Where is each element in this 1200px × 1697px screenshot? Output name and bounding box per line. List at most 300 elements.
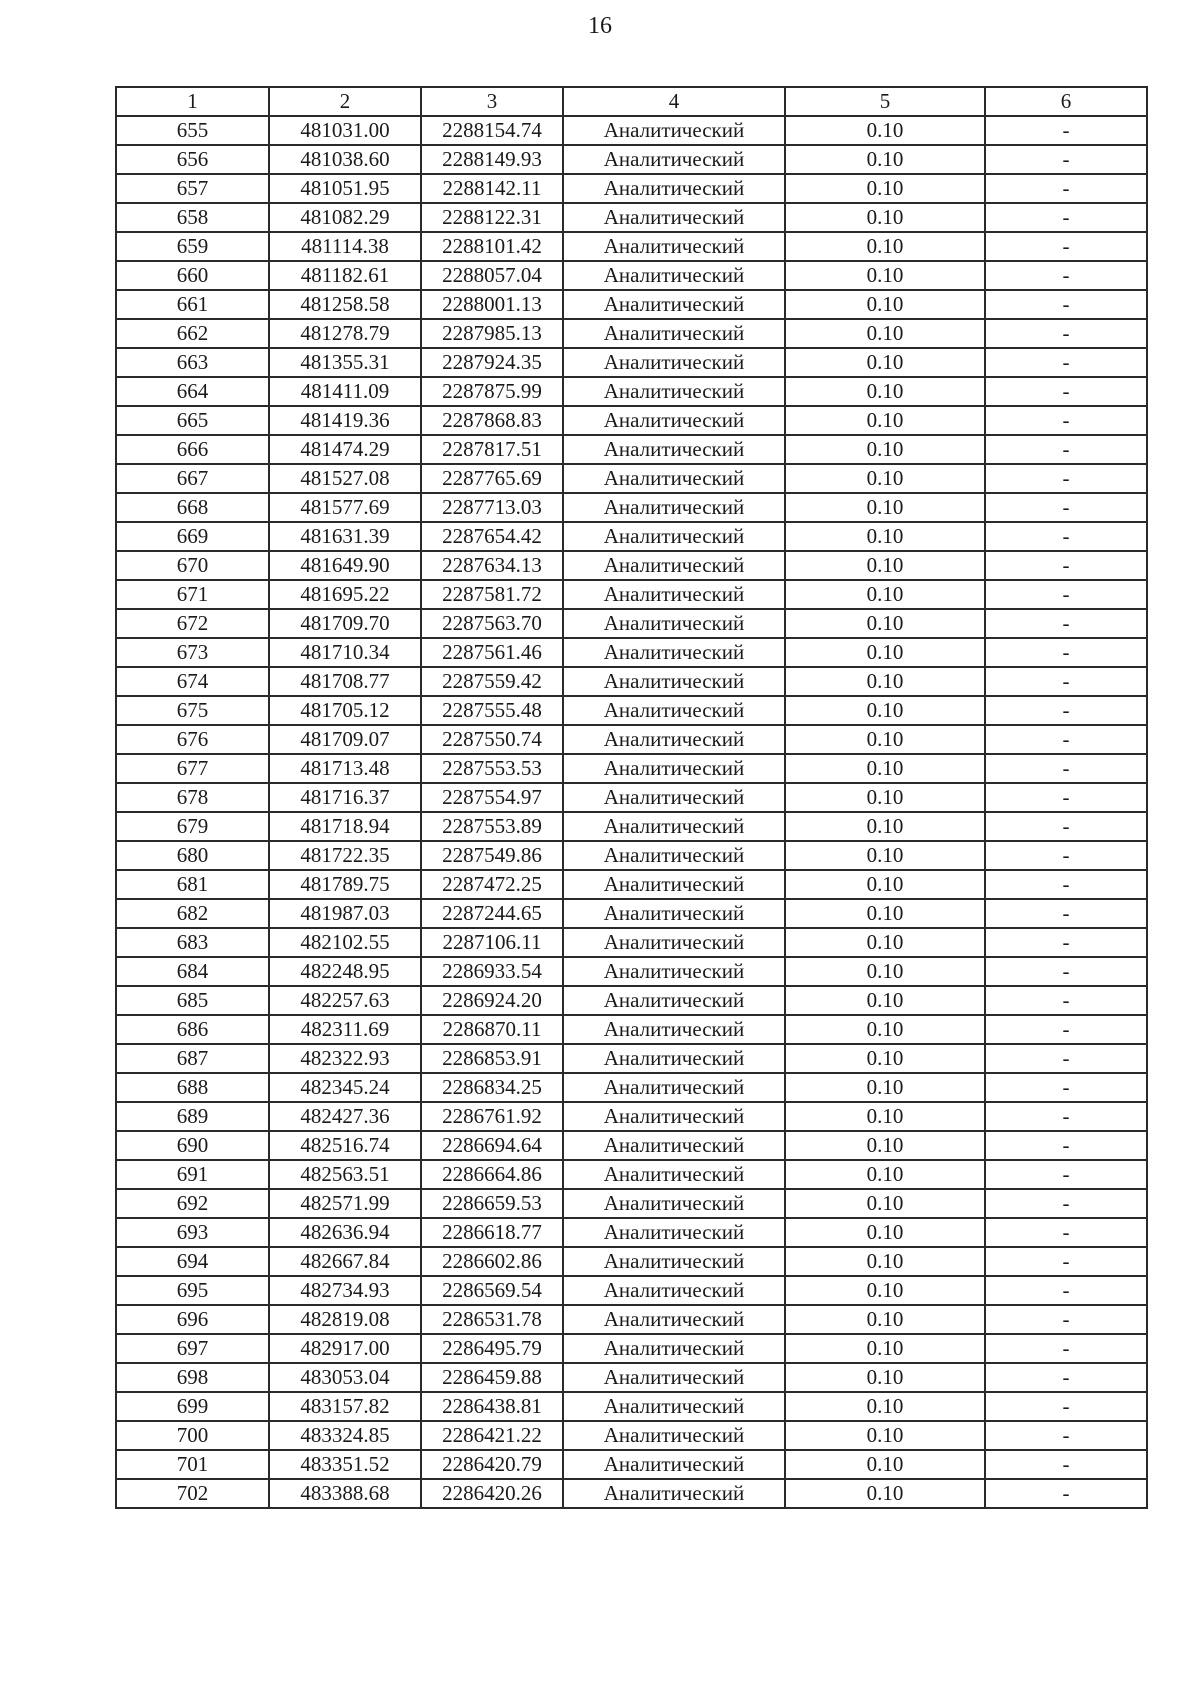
x-coordinate-cell: 483053.04 — [269, 1363, 421, 1392]
x-coordinate-cell: 481708.77 — [269, 667, 421, 696]
x-coordinate-cell: 481709.07 — [269, 725, 421, 754]
point-number-cell: 677 — [116, 754, 269, 783]
x-coordinate-cell: 481411.09 — [269, 377, 421, 406]
table-row — [116, 841, 1147, 870]
point-number-cell: 659 — [116, 232, 269, 261]
note-cell: - — [985, 1247, 1147, 1276]
point-number-cell: 679 — [116, 812, 269, 841]
point-number-cell: 686 — [116, 1015, 269, 1044]
table-row — [116, 638, 1147, 667]
point-number-cell: 666 — [116, 435, 269, 464]
table-row — [116, 1044, 1147, 1073]
point-number-cell: 687 — [116, 1044, 269, 1073]
method-cell: Аналитический — [563, 145, 785, 174]
y-coordinate-cell: 2288101.42 — [421, 232, 563, 261]
x-coordinate-cell: 481031.00 — [269, 116, 421, 145]
method-cell: Аналитический — [563, 928, 785, 957]
method-cell: Аналитический — [563, 1421, 785, 1450]
method-cell: Аналитический — [563, 1131, 785, 1160]
accuracy-cell: 0.10 — [785, 1015, 985, 1044]
point-number-cell: 692 — [116, 1189, 269, 1218]
point-number-cell: 693 — [116, 1218, 269, 1247]
method-cell: Аналитический — [563, 1305, 785, 1334]
accuracy-cell: 0.10 — [785, 1189, 985, 1218]
point-number-cell: 698 — [116, 1363, 269, 1392]
point-number-cell: 670 — [116, 551, 269, 580]
table-row — [116, 1218, 1147, 1247]
accuracy-cell: 0.10 — [785, 928, 985, 957]
table-row — [116, 899, 1147, 928]
column-header-1: 1 — [116, 87, 269, 116]
accuracy-cell: 0.10 — [785, 145, 985, 174]
point-number-cell: 669 — [116, 522, 269, 551]
y-coordinate-cell: 2288142.11 — [421, 174, 563, 203]
y-coordinate-cell: 2286531.78 — [421, 1305, 563, 1334]
table-row — [116, 203, 1147, 232]
coordinates-table — [115, 86, 1148, 1509]
point-number-cell: 701 — [116, 1450, 269, 1479]
table-row — [116, 783, 1147, 812]
x-coordinate-cell: 482667.84 — [269, 1247, 421, 1276]
note-cell: - — [985, 1131, 1147, 1160]
method-cell: Аналитический — [563, 116, 785, 145]
point-number-cell: 667 — [116, 464, 269, 493]
x-coordinate-cell: 481082.29 — [269, 203, 421, 232]
table-row — [116, 522, 1147, 551]
method-cell: Аналитический — [563, 1334, 785, 1363]
point-number-cell: 684 — [116, 957, 269, 986]
table-row — [116, 580, 1147, 609]
point-number-cell: 685 — [116, 986, 269, 1015]
note-cell: - — [985, 986, 1147, 1015]
x-coordinate-cell: 481038.60 — [269, 145, 421, 174]
x-coordinate-cell: 482571.99 — [269, 1189, 421, 1218]
point-number-cell: 682 — [116, 899, 269, 928]
point-number-cell: 655 — [116, 116, 269, 145]
note-cell: - — [985, 841, 1147, 870]
point-number-cell: 658 — [116, 203, 269, 232]
y-coordinate-cell: 2287555.48 — [421, 696, 563, 725]
point-number-cell: 690 — [116, 1131, 269, 1160]
accuracy-cell: 0.10 — [785, 406, 985, 435]
accuracy-cell: 0.10 — [785, 1102, 985, 1131]
x-coordinate-cell: 481278.79 — [269, 319, 421, 348]
point-number-cell: 674 — [116, 667, 269, 696]
note-cell: - — [985, 725, 1147, 754]
accuracy-cell: 0.10 — [785, 1421, 985, 1450]
point-number-cell: 680 — [116, 841, 269, 870]
accuracy-cell: 0.10 — [785, 667, 985, 696]
method-cell: Аналитический — [563, 754, 785, 783]
accuracy-cell: 0.10 — [785, 725, 985, 754]
y-coordinate-cell: 2288149.93 — [421, 145, 563, 174]
accuracy-cell: 0.10 — [785, 1131, 985, 1160]
y-coordinate-cell: 2286618.77 — [421, 1218, 563, 1247]
point-number-cell: 668 — [116, 493, 269, 522]
accuracy-cell: 0.10 — [785, 203, 985, 232]
accuracy-cell: 0.10 — [785, 1073, 985, 1102]
y-coordinate-cell: 2288001.13 — [421, 290, 563, 319]
x-coordinate-cell: 482636.94 — [269, 1218, 421, 1247]
method-cell: Аналитический — [563, 1247, 785, 1276]
table-row — [116, 551, 1147, 580]
accuracy-cell: 0.10 — [785, 899, 985, 928]
method-cell: Аналитический — [563, 609, 785, 638]
method-cell: Аналитический — [563, 1218, 785, 1247]
x-coordinate-cell: 481716.37 — [269, 783, 421, 812]
x-coordinate-cell: 483388.68 — [269, 1479, 421, 1508]
x-coordinate-cell: 481705.12 — [269, 696, 421, 725]
y-coordinate-cell: 2287581.72 — [421, 580, 563, 609]
note-cell: - — [985, 1189, 1147, 1218]
y-coordinate-cell: 2287561.46 — [421, 638, 563, 667]
accuracy-cell: 0.10 — [785, 812, 985, 841]
method-cell: Аналитический — [563, 986, 785, 1015]
method-cell: Аналитический — [563, 1044, 785, 1073]
method-cell: Аналитический — [563, 667, 785, 696]
table-row — [116, 1363, 1147, 1392]
point-number-cell: 697 — [116, 1334, 269, 1363]
x-coordinate-cell: 481114.38 — [269, 232, 421, 261]
y-coordinate-cell: 2286495.79 — [421, 1334, 563, 1363]
y-coordinate-cell: 2288154.74 — [421, 116, 563, 145]
x-coordinate-cell: 481722.35 — [269, 841, 421, 870]
y-coordinate-cell: 2286602.86 — [421, 1247, 563, 1276]
note-cell: - — [985, 899, 1147, 928]
accuracy-cell: 0.10 — [785, 580, 985, 609]
note-cell: - — [985, 1334, 1147, 1363]
note-cell: - — [985, 957, 1147, 986]
note-cell: - — [985, 1102, 1147, 1131]
accuracy-cell: 0.10 — [785, 754, 985, 783]
table-row — [116, 1334, 1147, 1363]
x-coordinate-cell: 482257.63 — [269, 986, 421, 1015]
y-coordinate-cell: 2287244.65 — [421, 899, 563, 928]
accuracy-cell: 0.10 — [785, 551, 985, 580]
y-coordinate-cell: 2286694.64 — [421, 1131, 563, 1160]
x-coordinate-cell: 481789.75 — [269, 870, 421, 899]
method-cell: Аналитический — [563, 319, 785, 348]
method-cell: Аналитический — [563, 899, 785, 928]
y-coordinate-cell: 2286933.54 — [421, 957, 563, 986]
x-coordinate-cell: 481474.29 — [269, 435, 421, 464]
accuracy-cell: 0.10 — [785, 1363, 985, 1392]
table-row — [116, 667, 1147, 696]
x-coordinate-cell: 482563.51 — [269, 1160, 421, 1189]
method-cell: Аналитический — [563, 493, 785, 522]
accuracy-cell: 0.10 — [785, 986, 985, 1015]
point-number-cell: 660 — [116, 261, 269, 290]
x-coordinate-cell: 481710.34 — [269, 638, 421, 667]
method-cell: Аналитический — [563, 464, 785, 493]
method-cell: Аналитический — [563, 812, 785, 841]
note-cell: - — [985, 638, 1147, 667]
method-cell: Аналитический — [563, 870, 785, 899]
note-cell: - — [985, 1363, 1147, 1392]
accuracy-cell: 0.10 — [785, 348, 985, 377]
y-coordinate-cell: 2286853.91 — [421, 1044, 563, 1073]
accuracy-cell: 0.10 — [785, 232, 985, 261]
page-number: 16 — [588, 13, 612, 39]
note-cell: - — [985, 145, 1147, 174]
method-cell: Аналитический — [563, 377, 785, 406]
x-coordinate-cell: 482311.69 — [269, 1015, 421, 1044]
point-number-cell: 702 — [116, 1479, 269, 1508]
table-row — [116, 754, 1147, 783]
method-cell: Аналитический — [563, 406, 785, 435]
accuracy-cell: 0.10 — [785, 870, 985, 899]
accuracy-cell: 0.10 — [785, 1305, 985, 1334]
point-number-cell: 673 — [116, 638, 269, 667]
table-row — [116, 957, 1147, 986]
note-cell: - — [985, 1276, 1147, 1305]
accuracy-cell: 0.10 — [785, 841, 985, 870]
table-row — [116, 145, 1147, 174]
x-coordinate-cell: 481527.08 — [269, 464, 421, 493]
x-coordinate-cell: 481182.61 — [269, 261, 421, 290]
y-coordinate-cell: 2288057.04 — [421, 261, 563, 290]
y-coordinate-cell: 2287765.69 — [421, 464, 563, 493]
method-cell: Аналитический — [563, 232, 785, 261]
table-row — [116, 1276, 1147, 1305]
y-coordinate-cell: 2287817.51 — [421, 435, 563, 464]
note-cell: - — [985, 551, 1147, 580]
x-coordinate-cell: 481709.70 — [269, 609, 421, 638]
table-row — [116, 232, 1147, 261]
accuracy-cell: 0.10 — [785, 1044, 985, 1073]
method-cell: Аналитический — [563, 1073, 785, 1102]
note-cell: - — [985, 609, 1147, 638]
note-cell: - — [985, 290, 1147, 319]
point-number-cell: 675 — [116, 696, 269, 725]
point-number-cell: 700 — [116, 1421, 269, 1450]
note-cell: - — [985, 406, 1147, 435]
table-body — [116, 116, 1147, 1508]
x-coordinate-cell: 481419.36 — [269, 406, 421, 435]
point-number-cell: 662 — [116, 319, 269, 348]
x-coordinate-cell: 481695.22 — [269, 580, 421, 609]
accuracy-cell: 0.10 — [785, 1276, 985, 1305]
x-coordinate-cell: 483351.52 — [269, 1450, 421, 1479]
column-header-4: 4 — [563, 87, 785, 116]
note-cell: - — [985, 1218, 1147, 1247]
accuracy-cell: 0.10 — [785, 1334, 985, 1363]
note-cell: - — [985, 812, 1147, 841]
note-cell: - — [985, 1044, 1147, 1073]
accuracy-cell: 0.10 — [785, 609, 985, 638]
accuracy-cell: 0.10 — [785, 261, 985, 290]
point-number-cell: 663 — [116, 348, 269, 377]
x-coordinate-cell: 482102.55 — [269, 928, 421, 957]
y-coordinate-cell: 2287563.70 — [421, 609, 563, 638]
note-cell: - — [985, 696, 1147, 725]
table-row — [116, 116, 1147, 145]
y-coordinate-cell: 2287875.99 — [421, 377, 563, 406]
method-cell: Аналитический — [563, 1479, 785, 1508]
table-row — [116, 174, 1147, 203]
note-cell: - — [985, 1073, 1147, 1102]
point-number-cell: 672 — [116, 609, 269, 638]
table-row — [116, 1160, 1147, 1189]
y-coordinate-cell: 2286569.54 — [421, 1276, 563, 1305]
accuracy-cell: 0.10 — [785, 1450, 985, 1479]
table-row — [116, 1421, 1147, 1450]
method-cell: Аналитический — [563, 1189, 785, 1218]
table-row — [116, 1102, 1147, 1131]
table-row — [116, 319, 1147, 348]
table-row — [116, 986, 1147, 1015]
x-coordinate-cell: 481713.48 — [269, 754, 421, 783]
table-row — [116, 1247, 1147, 1276]
point-number-cell: 671 — [116, 580, 269, 609]
point-number-cell: 689 — [116, 1102, 269, 1131]
table-row — [116, 1189, 1147, 1218]
y-coordinate-cell: 2286761.92 — [421, 1102, 563, 1131]
note-cell: - — [985, 261, 1147, 290]
table-row — [116, 696, 1147, 725]
y-coordinate-cell: 2286834.25 — [421, 1073, 563, 1102]
note-cell: - — [985, 783, 1147, 812]
note-cell: - — [985, 174, 1147, 203]
column-header-3: 3 — [421, 87, 563, 116]
accuracy-cell: 0.10 — [785, 638, 985, 667]
table-row — [116, 812, 1147, 841]
accuracy-cell: 0.10 — [785, 522, 985, 551]
table-row — [116, 1073, 1147, 1102]
y-coordinate-cell: 2286438.81 — [421, 1392, 563, 1421]
y-coordinate-cell: 2286659.53 — [421, 1189, 563, 1218]
y-coordinate-cell: 2286870.11 — [421, 1015, 563, 1044]
table-row — [116, 1305, 1147, 1334]
x-coordinate-cell: 482427.36 — [269, 1102, 421, 1131]
note-cell: - — [985, 1450, 1147, 1479]
method-cell: Аналитический — [563, 1392, 785, 1421]
point-number-cell: 661 — [116, 290, 269, 319]
x-coordinate-cell: 483157.82 — [269, 1392, 421, 1421]
y-coordinate-cell: 2286420.26 — [421, 1479, 563, 1508]
note-cell: - — [985, 319, 1147, 348]
note-cell: - — [985, 348, 1147, 377]
table-row — [116, 928, 1147, 957]
method-cell: Аналитический — [563, 841, 785, 870]
method-cell: Аналитический — [563, 522, 785, 551]
table-row — [116, 406, 1147, 435]
table-row — [116, 261, 1147, 290]
note-cell: - — [985, 203, 1147, 232]
accuracy-cell: 0.10 — [785, 319, 985, 348]
method-cell: Аналитический — [563, 725, 785, 754]
x-coordinate-cell: 482516.74 — [269, 1131, 421, 1160]
method-cell: Аналитический — [563, 638, 785, 667]
method-cell: Аналитический — [563, 1160, 785, 1189]
accuracy-cell: 0.10 — [785, 957, 985, 986]
method-cell: Аналитический — [563, 1102, 785, 1131]
point-number-cell: 688 — [116, 1073, 269, 1102]
method-cell: Аналитический — [563, 261, 785, 290]
column-header-2: 2 — [269, 87, 421, 116]
point-number-cell: 657 — [116, 174, 269, 203]
y-coordinate-cell: 2287553.89 — [421, 812, 563, 841]
accuracy-cell: 0.10 — [785, 1247, 985, 1276]
accuracy-cell: 0.10 — [785, 174, 985, 203]
column-header-6: 6 — [985, 87, 1147, 116]
method-cell: Аналитический — [563, 435, 785, 464]
accuracy-cell: 0.10 — [785, 435, 985, 464]
note-cell: - — [985, 1392, 1147, 1421]
method-cell: Аналитический — [563, 580, 785, 609]
table-row — [116, 1479, 1147, 1508]
note-cell: - — [985, 522, 1147, 551]
accuracy-cell: 0.10 — [785, 696, 985, 725]
x-coordinate-cell: 481987.03 — [269, 899, 421, 928]
method-cell: Аналитический — [563, 1276, 785, 1305]
note-cell: - — [985, 1015, 1147, 1044]
note-cell: - — [985, 928, 1147, 957]
method-cell: Аналитический — [563, 957, 785, 986]
y-coordinate-cell: 2287553.53 — [421, 754, 563, 783]
table-row — [116, 870, 1147, 899]
table-row — [116, 1450, 1147, 1479]
x-coordinate-cell: 482322.93 — [269, 1044, 421, 1073]
note-cell: - — [985, 493, 1147, 522]
table-row — [116, 493, 1147, 522]
table-header-row — [116, 87, 1147, 116]
x-coordinate-cell: 481051.95 — [269, 174, 421, 203]
point-number-cell: 676 — [116, 725, 269, 754]
point-number-cell: 656 — [116, 145, 269, 174]
point-number-cell: 681 — [116, 870, 269, 899]
accuracy-cell: 0.10 — [785, 1218, 985, 1247]
x-coordinate-cell: 481355.31 — [269, 348, 421, 377]
note-cell: - — [985, 754, 1147, 783]
note-cell: - — [985, 116, 1147, 145]
method-cell: Аналитический — [563, 551, 785, 580]
x-coordinate-cell: 482917.00 — [269, 1334, 421, 1363]
table-row — [116, 377, 1147, 406]
table-row — [116, 1131, 1147, 1160]
accuracy-cell: 0.10 — [785, 464, 985, 493]
y-coordinate-cell: 2287654.42 — [421, 522, 563, 551]
point-number-cell: 699 — [116, 1392, 269, 1421]
note-cell: - — [985, 580, 1147, 609]
y-coordinate-cell: 2287549.86 — [421, 841, 563, 870]
table-row — [116, 464, 1147, 493]
method-cell: Аналитический — [563, 1450, 785, 1479]
accuracy-cell: 0.10 — [785, 1392, 985, 1421]
note-cell: - — [985, 667, 1147, 696]
y-coordinate-cell: 2287106.11 — [421, 928, 563, 957]
table-row — [116, 290, 1147, 319]
table-row — [116, 609, 1147, 638]
y-coordinate-cell: 2288122.31 — [421, 203, 563, 232]
y-coordinate-cell: 2287554.97 — [421, 783, 563, 812]
note-cell: - — [985, 232, 1147, 261]
y-coordinate-cell: 2286924.20 — [421, 986, 563, 1015]
x-coordinate-cell: 481718.94 — [269, 812, 421, 841]
note-cell: - — [985, 377, 1147, 406]
table-row — [116, 1392, 1147, 1421]
y-coordinate-cell: 2287985.13 — [421, 319, 563, 348]
note-cell: - — [985, 1305, 1147, 1334]
table-row — [116, 1015, 1147, 1044]
accuracy-cell: 0.10 — [785, 783, 985, 812]
note-cell: - — [985, 1160, 1147, 1189]
x-coordinate-cell: 481577.69 — [269, 493, 421, 522]
x-coordinate-cell: 482345.24 — [269, 1073, 421, 1102]
y-coordinate-cell: 2287868.83 — [421, 406, 563, 435]
method-cell: Аналитический — [563, 1015, 785, 1044]
y-coordinate-cell: 2287550.74 — [421, 725, 563, 754]
